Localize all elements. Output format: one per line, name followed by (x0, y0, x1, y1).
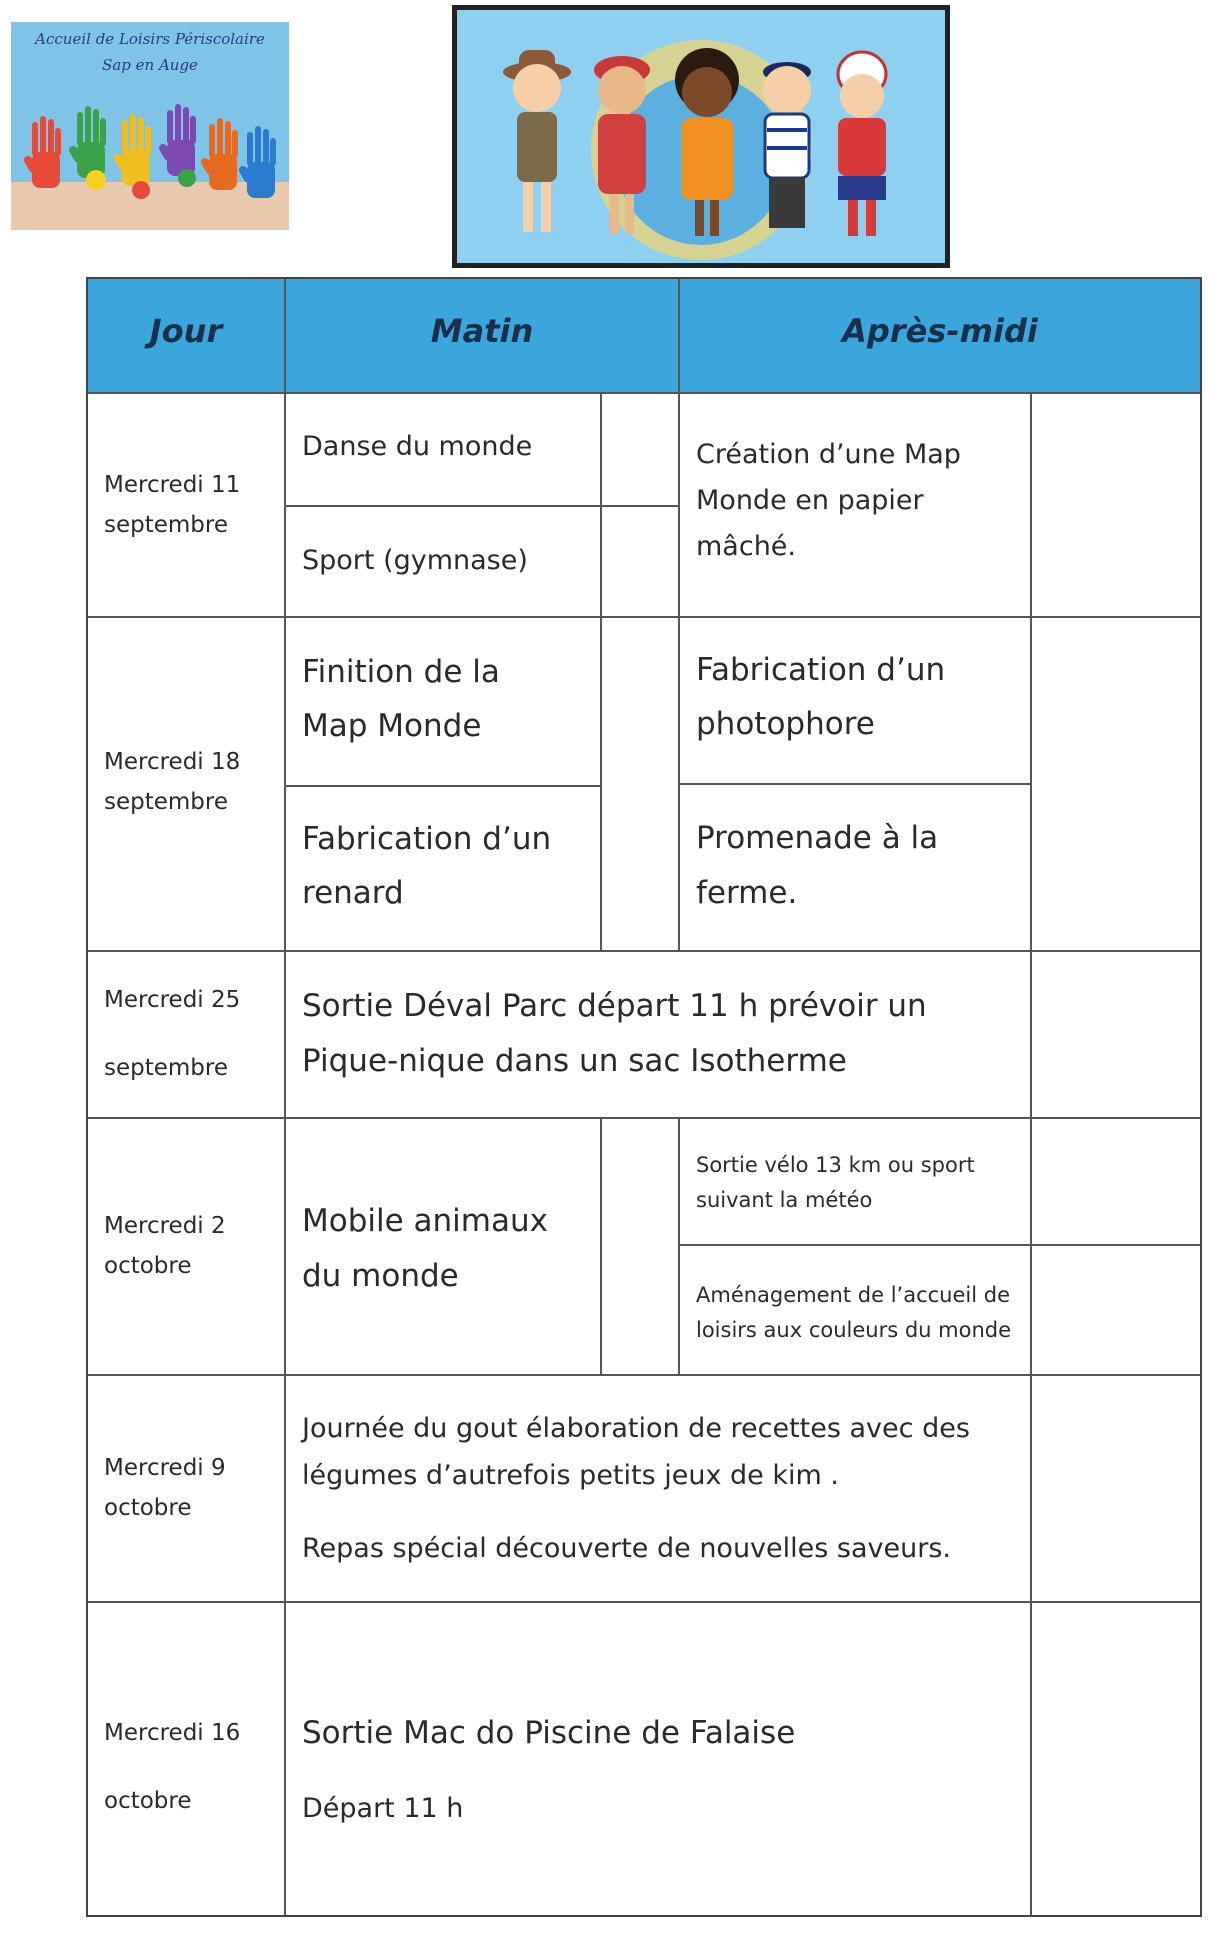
day-label: Mercredi 11 (104, 472, 241, 498)
row-divider (88, 1601, 1200, 1603)
schedule-table (86, 277, 1202, 1917)
day-activity: Sortie Mac do Piscine de Falaise (302, 1715, 796, 1751)
day-label: Mercredi 18 (104, 749, 241, 775)
subrow-divider (286, 785, 602, 787)
apm-activity: photophore (696, 706, 875, 742)
column-divider-jour (284, 279, 286, 1915)
day-label-month: octobre (104, 1253, 192, 1279)
column-divider-notes (1030, 392, 1032, 1915)
apm-activity: Monde en papier (696, 485, 924, 516)
day-label-month: septembre (104, 512, 229, 538)
matin-activity: Mobile animaux (302, 1203, 548, 1239)
day-label: Mercredi 16 (104, 1720, 241, 1746)
header-apres-midi: Après-midi (842, 312, 1038, 350)
row-divider (88, 616, 1200, 618)
column-divider-matin-empty (600, 392, 602, 950)
day-activity: Sortie Déval Parc départ 11 h prévoir un (302, 988, 927, 1024)
children-illustration-icon (457, 10, 945, 263)
column-divider-apres-midi (678, 279, 680, 950)
apm-activity: Création d’une Map (696, 439, 961, 470)
apm-activity: Sortie vélo 13 km ou sport (696, 1153, 975, 1177)
row-divider (88, 392, 1200, 394)
day-activity: Pique-nique dans un sac Isotherme (302, 1043, 847, 1079)
apm-activity: loisirs aux couleurs du monde (696, 1318, 1012, 1342)
subrow-divider (286, 505, 680, 507)
row-divider (88, 1117, 1200, 1119)
matin-activity: Finition de la (302, 654, 500, 690)
matin-activity: Fabrication d’un (302, 821, 552, 857)
subrow-divider (680, 783, 1032, 785)
day-activity: Journée du gout élaboration de recettes avec des (302, 1413, 970, 1444)
painted-hands-icon (11, 22, 289, 230)
day-activity: Repas spécial découverte de nouvelles saveurs. (302, 1533, 951, 1564)
logo-subtitle: Sap en Auge (102, 56, 198, 74)
row-divider (88, 950, 1200, 952)
apm-activity: Fabrication d’un (696, 652, 946, 688)
day-label-month: octobre (104, 1788, 192, 1814)
apm-activity: Promenade à la (696, 820, 939, 856)
column-divider-apres-midi (678, 1117, 680, 1374)
matin-activity: Danse du monde (302, 431, 533, 462)
row-divider (88, 1374, 1200, 1376)
day-label: Mercredi 9 (104, 1455, 226, 1481)
matin-activity: Sport (gymnase) (302, 545, 528, 576)
children-of-the-world-banner (452, 5, 950, 268)
matin-activity: du monde (302, 1258, 459, 1294)
day-label: Mercredi 2 (104, 1213, 226, 1239)
apm-activity: Aménagement de l’accueil de (696, 1283, 1010, 1307)
apm-activity: ferme. (696, 875, 798, 911)
centre-logo (11, 22, 289, 230)
day-activity: légumes d’autrefois petits jeux de kim . (302, 1460, 839, 1491)
day-activity: Départ 11 h (302, 1793, 464, 1824)
apm-activity: mâché. (696, 531, 796, 562)
day-label-month: octobre (104, 1495, 192, 1521)
header-jour: Jour (149, 312, 223, 350)
matin-activity: renard (302, 875, 404, 911)
day-label-month: septembre (104, 789, 229, 815)
matin-activity: Map Monde (302, 708, 482, 744)
column-divider-matin-empty (600, 1117, 602, 1374)
apm-activity: suivant la météo (696, 1188, 873, 1212)
subrow-divider (680, 1244, 1200, 1246)
day-label: Mercredi 25 (104, 987, 241, 1013)
header-matin: Matin (430, 312, 534, 350)
logo-title: Accueil de Loisirs Périscolaire (35, 30, 265, 48)
day-label-month: septembre (104, 1055, 229, 1081)
